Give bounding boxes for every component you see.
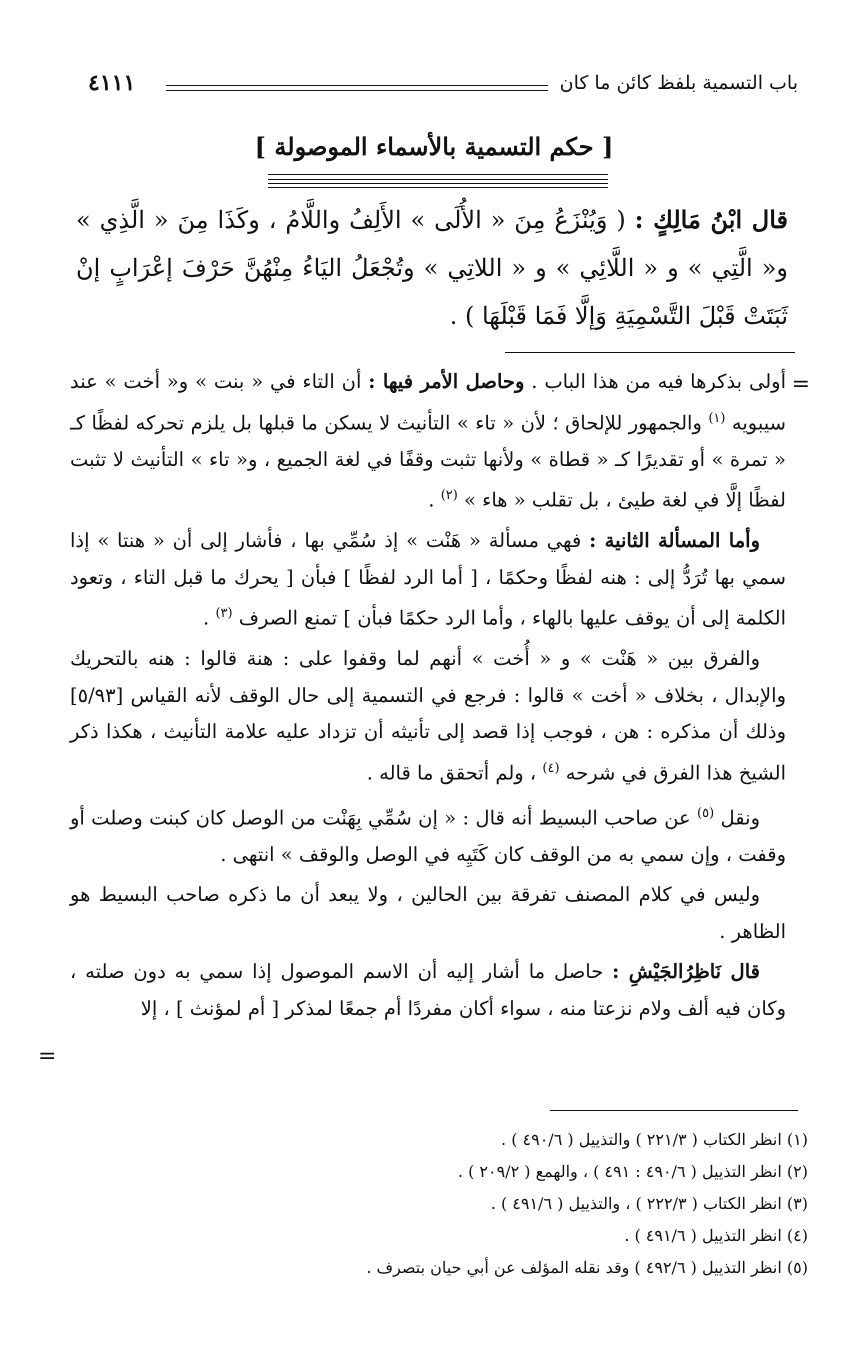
matn-author: قال ابْنُ مَالِكٍ : bbox=[634, 205, 788, 234]
paragraph-2 bbox=[70, 523, 786, 637]
p2-text-b: فهي مسألة « هَنْت » إذ سُمِّي بها ، فأشار إلى أن « هنتا » إذا سمي بها تُرَدُّ إلى : هنه لفظًا وحكمًا ، [ أما الرد لفظًا ] فبأن [ يحرك ما قبل التاء ، وتعود الكلمة إلى أن يوقف عليها بالهاء ، وأما الرد حكمًا فبأن ] تمنع الصرف bbox=[70, 529, 786, 630]
p1-text-a: أولى بذكرها فيه من هذا الباب . bbox=[531, 370, 786, 393]
section-title: [ حكم التسمية بالأسماء الموصولة ] bbox=[254, 132, 614, 161]
footnote-ref-1: (١) bbox=[708, 410, 726, 426]
matn-text bbox=[76, 196, 788, 340]
p1-text-e: . bbox=[428, 488, 435, 512]
footnotes bbox=[68, 1124, 808, 1284]
p1-text-c: أن التاء في « بنت » و« أخت » عند سيبويه bbox=[70, 370, 786, 434]
header-rule bbox=[166, 85, 548, 91]
p1-text-d: والجمهور للإلحاق ؛ لأن « تاء » التأنيث لا يسكن ما قبلها بل يلزم تحركه لفظًا كـ « تمرة » أو تقديرًا كـ « قطاة » ولأنها تثبت وقفًا في لغة الجميع ، و« تاء » التأنيث لا تثبت لفظًا إلَّا في لغة طيئ ، بل تقلب « هاء » bbox=[70, 411, 786, 512]
p4-text-b: عن صاحب البسيط أنه قال : « إن سُمِّي بِهَنْت من الوصل كان كبنت وصلت أو وقفت ، وإن سمي به من الوقف كان كَتَيِه في الوصل والوقف » انتهى . bbox=[70, 806, 786, 866]
p3-text-b: ، ولم أتحقق ما قاله . bbox=[366, 761, 537, 784]
footnote-ref-5: (٥) bbox=[697, 805, 715, 821]
p2-text-c: . bbox=[203, 606, 210, 630]
footnote-4: (٤) انظر التذييل ( ٤٩١/٦ ) . bbox=[624, 1226, 808, 1245]
paragraph-1 bbox=[70, 364, 786, 519]
p5-text: وليس في كلام المصنف تفرقة بين الحالين ، ولا يبعد أن ما ذكره صاحب البسيط هو الظاهر . bbox=[70, 883, 786, 943]
footnote-ref-4: (٤) bbox=[542, 760, 560, 776]
page-number: ٤١١١ bbox=[88, 70, 136, 96]
footnote-ref-3: (٣) bbox=[215, 606, 233, 621]
p6-text-b: حاصل ما أشار إليه أن الاسم الموصول إذا سمي به دون صلته ، وكان فيه ألف ولام نزعتا منه ، سواء أكان مفردًا أم جمعًا لمذكر [ أم لمؤنث ] ، إلا bbox=[70, 960, 786, 1020]
continuation-mark-start: = bbox=[791, 372, 810, 397]
matn-divider bbox=[505, 352, 795, 353]
footnote-1: (١) انظر الكتاب ( ٢٢١/٣ ) والتذييل ( ٤٩٠/٦ ) . bbox=[501, 1130, 808, 1149]
footnote-divider bbox=[550, 1110, 798, 1111]
p1-bold-heading: وحاصل الأمر فيها : bbox=[368, 370, 525, 393]
footnote-ref-2: (٢) bbox=[440, 488, 458, 503]
paragraph-3 bbox=[70, 641, 786, 792]
footnote-5: (٥) انظر التذييل ( ٤٩٢/٦ ) وقد نقله المؤلف عن أبي حيان بتصرف . bbox=[366, 1258, 808, 1277]
p6-bold-heading: قال نَاظِرُالجَيْشِ : bbox=[612, 960, 760, 983]
p3-text: والفرق بين « هَنْت » و « أُخت » أنهم لما وقفوا على : هنة قالوا : هنه بالتحريك والإبدال ، بخلاف « أخت » قالوا : فرجع في التسمية إلى حال الوقف لأنه القياس [٥/٩٣] وذلك أن مذكره : هن ، فوجب إذا قصد إلى تأنيثه أن تزداد عليه علامة التأنيث ، هكذا ذكر الشيخ هذا الفرق في شرحه bbox=[70, 647, 786, 784]
running-header bbox=[88, 72, 798, 102]
paragraph-5 bbox=[70, 877, 786, 950]
header-chapter-title: باب التسمية بلفظ كائن ما كان bbox=[559, 72, 798, 94]
continuation-mark-end: = bbox=[38, 1044, 57, 1069]
section-title-rule bbox=[268, 174, 608, 188]
footnote-3: (٣) انظر الكتاب ( ٢٢٢/٣ ) ، والتذييل ( ٤٩١/٦ ) . bbox=[490, 1194, 808, 1213]
p2-bold-heading: وأما المسألة الثانية : bbox=[589, 529, 760, 552]
p4-text-a: ونقل bbox=[720, 806, 761, 829]
footnote-2: (٢) انظر التذييل ( ٤٩٠/٦ : ٤٩١ ) ، والهمع ( ٢٠٩/٢ ) . bbox=[457, 1162, 808, 1181]
commentary-body bbox=[70, 364, 786, 1031]
paragraph-6 bbox=[70, 954, 786, 1027]
matn-quote: ( وَيُنْزَعُ مِنَ « الأُلَى » الأَلِفُ واللَّامُ ، وكَذَا مِنَ « الَّذِي » و« الَّتِي » و « اللَّائِي » و « اللاتِي » وتُجْعَلُ اليَاءُ مِنْهُنَّ حَرْفَ إعْرَابٍ إنْ ثَبَتَتْ قَبْلَ التَّسْمِيَةِ وَإلَّا فَمَا قَبْلَهَا ) . bbox=[76, 206, 788, 330]
paragraph-4 bbox=[70, 796, 786, 874]
